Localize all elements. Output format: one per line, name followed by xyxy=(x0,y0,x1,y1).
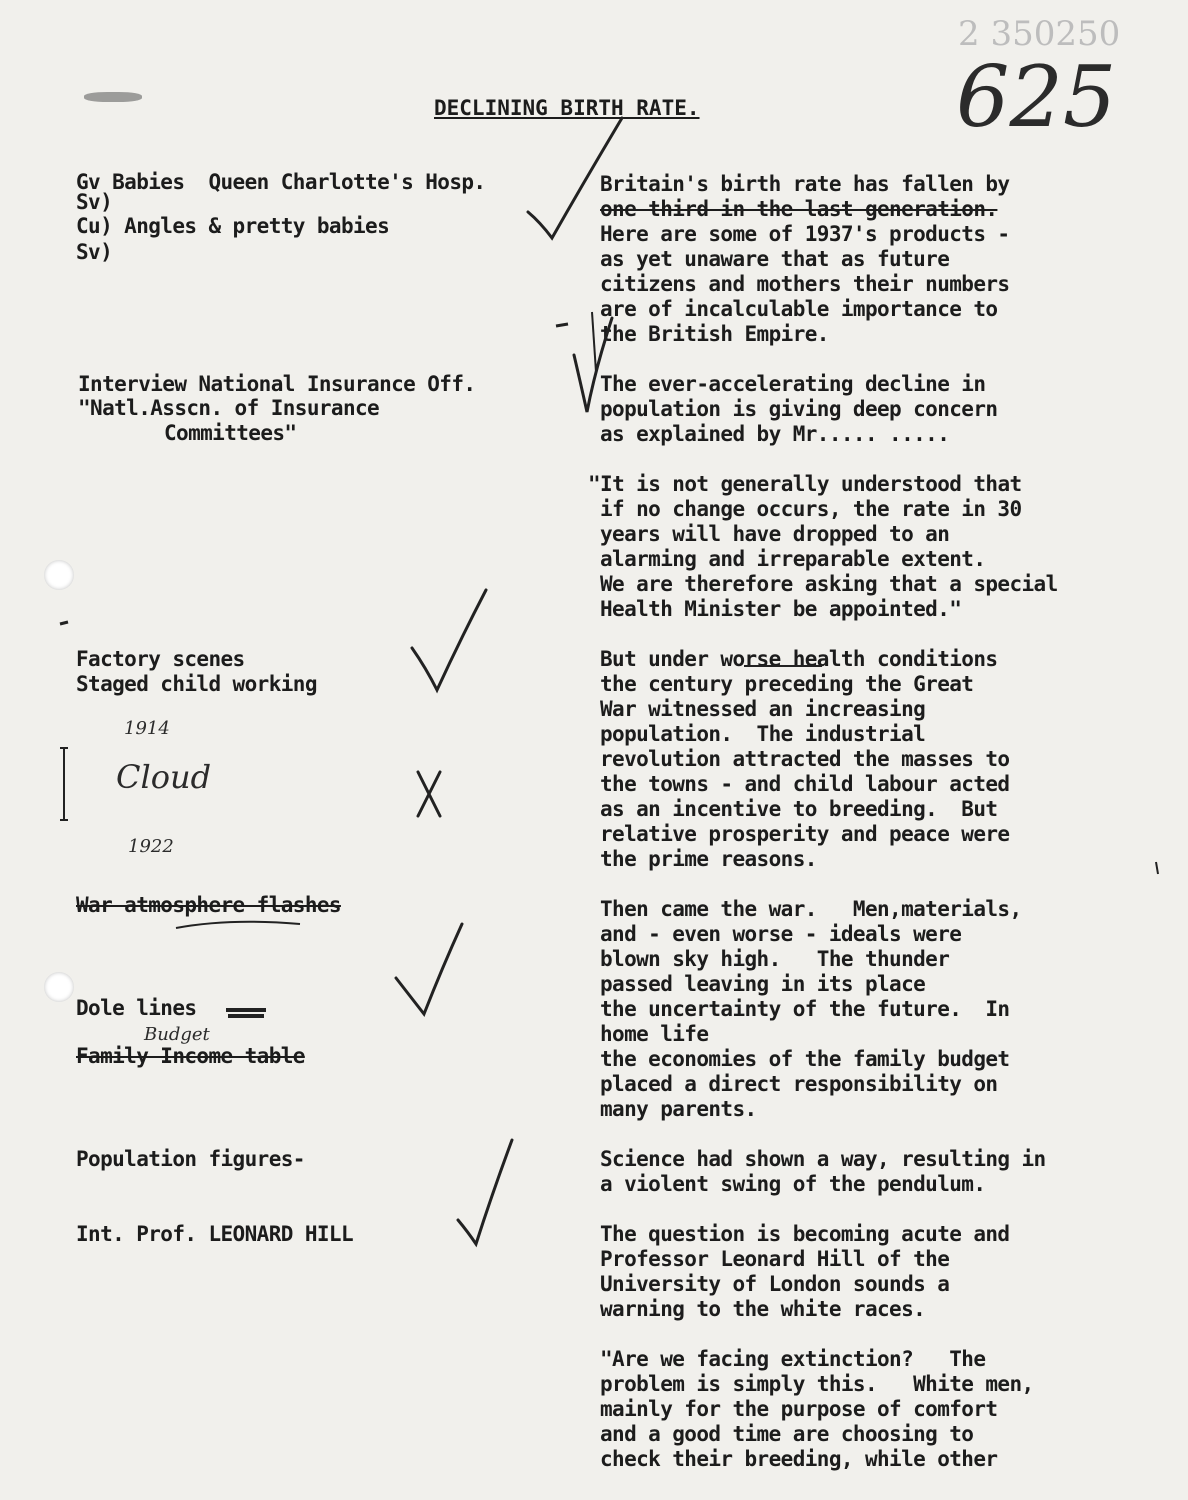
narration-line: population. The industrial xyxy=(600,722,926,746)
shot-line: Dole lines xyxy=(76,996,197,1020)
shot-line: Staged child working xyxy=(76,672,317,696)
narration-line: and a good time are choosing to xyxy=(600,1422,974,1446)
narration-line: placed a direct responsibility on xyxy=(600,1072,998,1096)
shot-line: "Natl.Asscn. of Insurance xyxy=(78,396,380,420)
page-title: DECLINING BIRTH RATE. xyxy=(434,96,700,120)
narration-line: a violent swing of the pendulum. xyxy=(600,1172,986,1196)
shot-line: Sv) xyxy=(76,190,113,214)
narration-line: But under worse health conditions xyxy=(600,647,998,671)
archive-number: 2 350250 xyxy=(958,14,1121,54)
narration-line: Here are some of 1937's products - xyxy=(600,222,1010,246)
margin-year-start: 1914 xyxy=(124,718,170,739)
page-number: 625 xyxy=(956,48,1117,146)
narration-line: "Are we facing extinction? The xyxy=(600,1347,986,1371)
narration-line: the century preceding the Great xyxy=(600,672,974,696)
scribble-strike-icon xyxy=(226,1010,266,1016)
narration-line: problem is simply this. White men, xyxy=(600,1372,1034,1396)
shot-line: Cu) Angles & pretty babies xyxy=(76,214,390,238)
narration-line: and - even worse - ideals were xyxy=(600,922,962,946)
narration-line: one third in the last generation. xyxy=(600,197,998,221)
narration-line: passed leaving in its place xyxy=(600,972,926,996)
narration-line: "It is not generally understood that xyxy=(588,472,1022,496)
checkmark-icon xyxy=(396,924,462,1014)
narration-line: We are therefore asking that a special xyxy=(600,572,1058,596)
shot-line-struck: Family Income table xyxy=(76,1044,305,1068)
narration-line: the uncertainty of the future. In xyxy=(600,997,1010,1021)
pen-stroke-icon xyxy=(176,922,300,928)
narration-line: Science had shown a way, resulting in xyxy=(600,1147,1046,1171)
narration-line: warning to the white races. xyxy=(600,1297,926,1321)
narration-line: mainly for the purpose of comfort xyxy=(600,1397,998,1421)
narration-line: check their breeding, while other xyxy=(600,1447,998,1471)
narration-line: relative prosperity and peace were xyxy=(600,822,1010,846)
narration-line: as explained by Mr..... ..... xyxy=(600,422,950,446)
narration-line: War witnessed an increasing xyxy=(600,697,926,721)
margin-scribble: Cloud xyxy=(116,758,212,796)
tick-dash-icon xyxy=(556,324,568,326)
narration-line: if no change occurs, the rate in 30 xyxy=(600,497,1022,521)
shot-line: Population figures- xyxy=(76,1147,305,1171)
narration-line: the economies of the family budget xyxy=(600,1047,1010,1071)
shot-line: Sv) xyxy=(76,240,113,264)
narration-line: revolution attracted the masses to xyxy=(600,747,1010,771)
shot-line: Factory scenes xyxy=(76,647,245,671)
narration-line: the prime reasons. xyxy=(600,847,817,871)
narration-line: home life xyxy=(600,1022,709,1046)
divider-line-icon xyxy=(592,312,596,372)
handwritten-insert: Budget xyxy=(144,1024,210,1045)
margin-year-end: 1922 xyxy=(128,836,174,857)
checkmark-icon xyxy=(458,1140,512,1244)
cross-mark-icon xyxy=(418,772,440,816)
narration-line: citizens and mothers their numbers xyxy=(600,272,1010,296)
narration-line: many parents. xyxy=(600,1097,757,1121)
narration-line: Then came the war. Men,materials, xyxy=(600,897,1022,921)
narration-line: are of incalculable importance to xyxy=(600,297,998,321)
narration-line: Britain's birth rate has fallen by xyxy=(600,172,1010,196)
checkmark-icon xyxy=(412,590,486,690)
narration-line: population is giving deep concern xyxy=(600,397,998,421)
stray-mark-icon xyxy=(1156,862,1158,874)
narration-line: alarming and irreparable extent. xyxy=(600,547,986,571)
narration-line: years will have dropped to an xyxy=(600,522,950,546)
narration-line: the British Empire. xyxy=(600,322,829,346)
narration-line: as yet unaware that as future xyxy=(600,247,950,271)
shot-line: Int. Prof. LEONARD HILL xyxy=(76,1222,353,1246)
checkmark-icon xyxy=(528,118,622,238)
shot-line: Interview National Insurance Off. xyxy=(78,372,476,396)
shot-line: Committees" xyxy=(164,421,297,445)
narration-line: the towns - and child labour acted xyxy=(600,772,1010,796)
narration-line: The ever-accelerating decline in xyxy=(600,372,986,396)
narration-line: Health Minister be appointed." xyxy=(600,597,962,621)
date-bracket-icon xyxy=(60,748,68,820)
shot-line: Gv Babies Queen Charlotte's Hosp. xyxy=(76,170,486,194)
shot-line-struck: War atmosphere flashes xyxy=(76,893,341,917)
narration-line: blown sky high. The thunder xyxy=(600,947,950,971)
narration-line: The question is becoming acute and xyxy=(600,1222,1010,1246)
narration-line: as an incentive to breeding. But xyxy=(600,797,998,821)
narration-line: University of London sounds a xyxy=(600,1272,950,1296)
narration-line: Professor Leonard Hill of the xyxy=(600,1247,950,1271)
stray-mark-icon xyxy=(60,622,68,624)
